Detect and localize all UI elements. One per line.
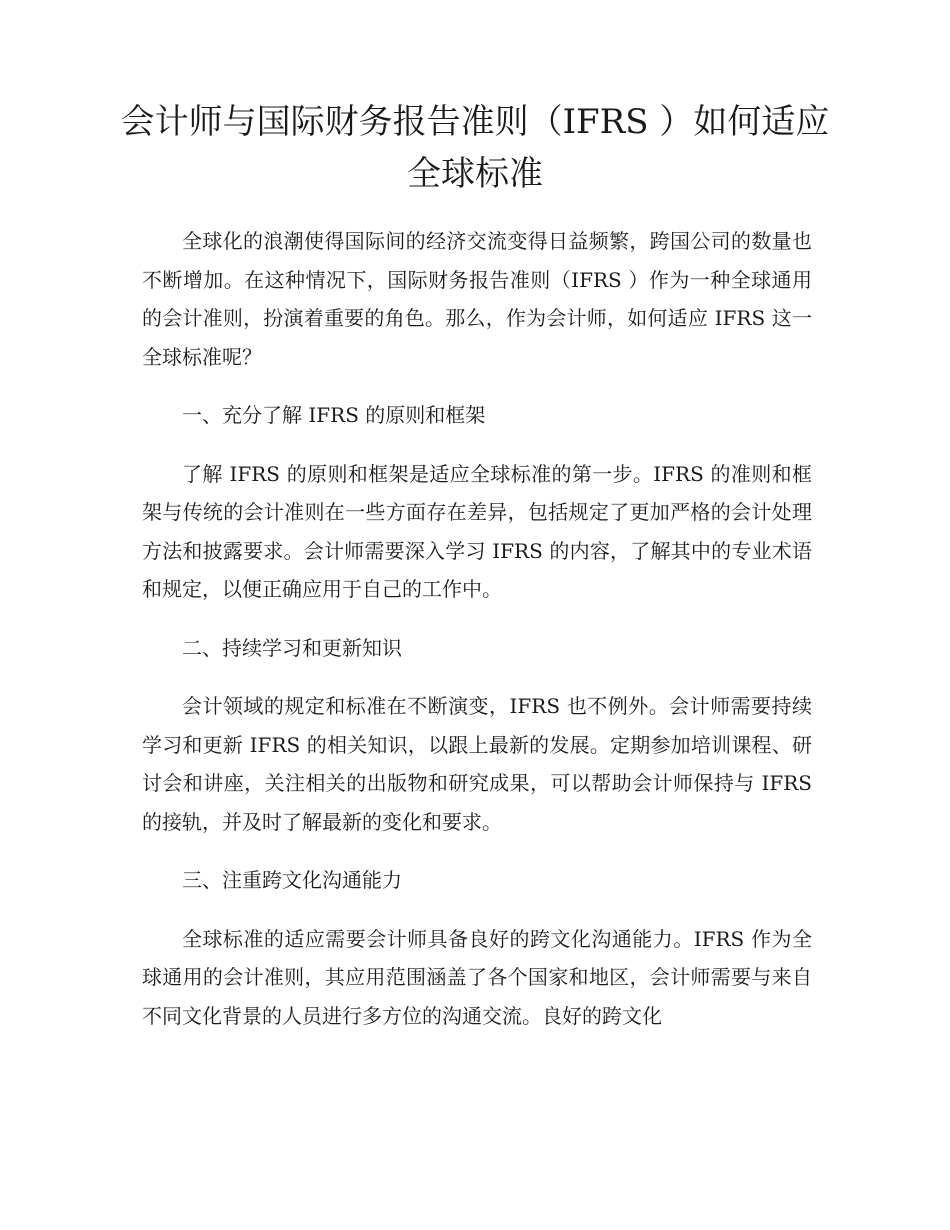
section-paragraph-1: 了解 IFRS 的原则和框架是适应全球标准的第一步。IFRS 的准则和框架与传统的会计准则在一些方面存在差异，包括规定了更加严格的会计处理方法和披露要求。会计师需要深入学习 IFRS 的内容，了解其中的专业术语和规定，以便正确应用于自己的工作中。	[142, 461, 812, 601]
section-paragraph-2: 会计领域的规定和标准在不断演变，IFRS 也不例外。会计师需要持续学习和更新 IFRS 的相关知识，以跟上最新的发展。定期参加培训课程、研讨会和讲座，关注相关的出版物和研究成果，可以帮助会计师保持与 IFRS 的接轨，并及时了解最新的变化和要求。	[142, 694, 812, 834]
section-heading-1: 一、充分了解 IFRS 的原则和框架	[182, 403, 486, 427]
intro-paragraph: 全球化的浪潮使得国际间的经济交流变得日益频繁，跨国公司的数量也不断增加。在这种情况下，国际财务报告准则（IFRS ）作为一种全球通用的会计准则，扮演着重要的角色。那么，作为会计师，如何适应 IFRS 这一全球标准呢？	[142, 229, 812, 369]
document-title: 会计师与国际财务报告准则（IFRS ）如何适应全球标准	[120, 102, 830, 194]
document-body	[142, 222, 812, 1035]
section-heading-2: 二、持续学习和更新知识	[182, 635, 402, 660]
section-paragraph-3: 全球标准的适应需要会计师具备良好的跨文化沟通能力。IFRS 作为全球通用的会计准则，其应用范围涵盖了各个国家和地区，会计师需要与来自不同文化背景的人员进行多方位的沟通交流。良好的跨文化	[142, 926, 812, 1028]
section-heading-3: 三、注重跨文化沟通能力	[182, 868, 402, 892]
